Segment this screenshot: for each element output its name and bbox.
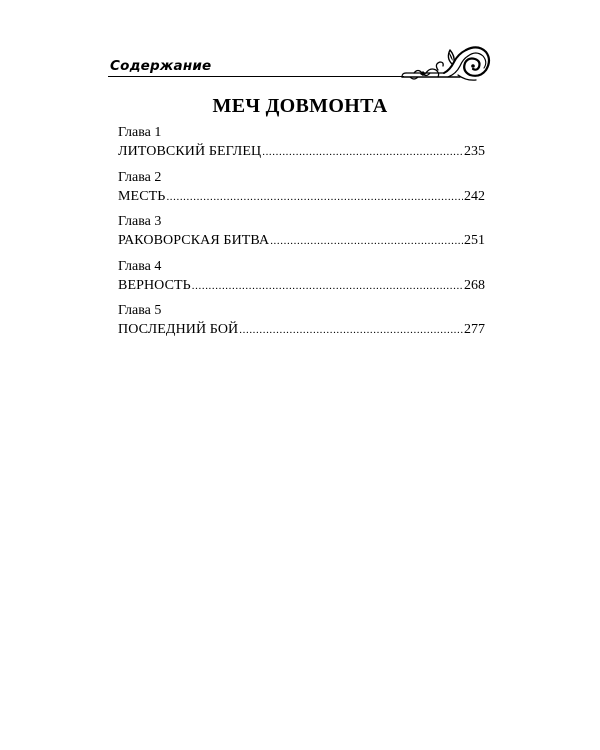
table-of-contents bbox=[118, 124, 485, 347]
toc-line[interactable] bbox=[118, 142, 485, 162]
dot-leader bbox=[270, 231, 463, 251]
toc-entry bbox=[118, 169, 485, 214]
toc-entry bbox=[118, 124, 485, 169]
page-number: 277 bbox=[464, 322, 485, 337]
dot-leader bbox=[239, 320, 463, 340]
toc-entry bbox=[118, 302, 485, 347]
chapter-label: Глава 3 bbox=[118, 214, 162, 229]
chapter-label: Глава 4 bbox=[118, 258, 162, 274]
page-number: 268 bbox=[464, 277, 485, 293]
page-number: 235 bbox=[464, 144, 485, 159]
toc-entry bbox=[118, 213, 485, 258]
chapter-title: МЕСТЬ bbox=[118, 188, 166, 204]
chapter-title: ВЕРНОСТЬ bbox=[118, 277, 191, 293]
toc-line[interactable] bbox=[118, 276, 485, 296]
header-rule bbox=[108, 76, 404, 77]
chapter-label: Глава 5 bbox=[118, 303, 162, 318]
celtic-scroll-ornament-icon bbox=[400, 40, 494, 86]
toc-line[interactable] bbox=[118, 231, 485, 251]
chapter-title: ПОСЛЕДНИЙ БОЙ bbox=[118, 322, 239, 337]
dot-leader bbox=[166, 187, 463, 207]
toc-line[interactable] bbox=[118, 187, 485, 207]
page-number: 242 bbox=[464, 188, 485, 204]
chapter-label: Глава 2 bbox=[118, 169, 162, 185]
chapter-title: ЛИТОВСКИЙ БЕГЛЕЦ bbox=[118, 144, 262, 159]
running-header bbox=[108, 40, 494, 86]
book-title: МЕЧ ДОВМОНТА bbox=[212, 95, 388, 117]
dot-leader bbox=[192, 276, 463, 296]
toc-entry bbox=[118, 258, 485, 303]
chapter-title: РАКОВОРСКАЯ БИТВА bbox=[118, 233, 270, 248]
dot-leader bbox=[262, 142, 463, 162]
chapter-label: Глава 1 bbox=[118, 125, 162, 140]
page-number: 251 bbox=[464, 233, 485, 248]
running-header-title: Содержание bbox=[110, 58, 212, 74]
toc-line[interactable] bbox=[118, 320, 485, 340]
